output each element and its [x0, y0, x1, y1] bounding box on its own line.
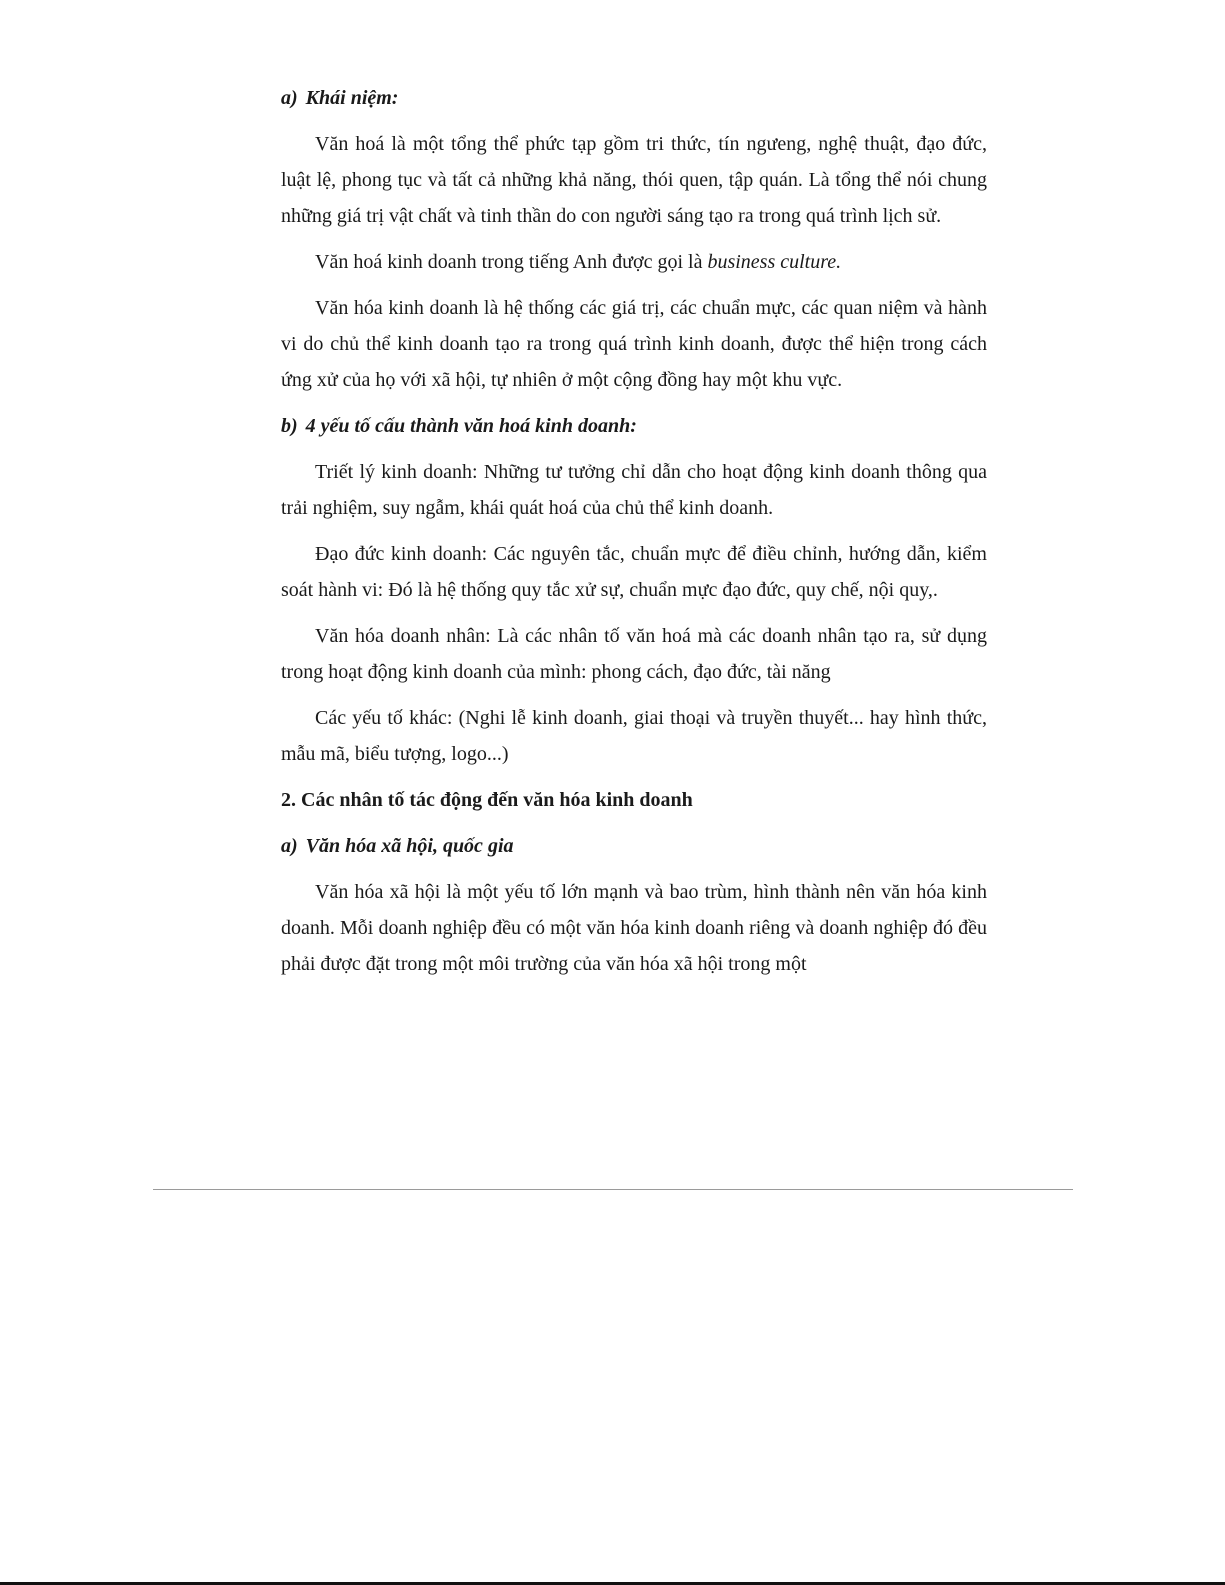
heading-title: 4 yếu tố cấu thành văn hoá kinh doanh:	[305, 415, 637, 437]
paragraph-dao-duc-kinh-doanh: Đạo đức kinh doanh: Các nguyên tắc, chuẩn mực để điều chỉnh, hướng dẫn, kiểm soát hành vi: Đó là hệ thống quy tắc xử sự, chuẩn mực đạo đức, quy chế, nội quy,.	[281, 543, 987, 601]
paragraph-triet-ly-kinh-doanh: Triết lý kinh doanh: Những tư tưởng chỉ dẫn cho hoạt động kinh doanh thông qua trải nghiệm, suy ngẫm, khái quát hoá của chủ thể kinh doanh.	[281, 461, 987, 519]
section-heading-2: 2. Các nhân tố tác động đến văn hóa kinh doanh	[281, 789, 693, 811]
heading-4-yeu-to	[281, 408, 987, 444]
paragraph-van-hoa-kinh-doanh-definition: Văn hóa kinh doanh là hệ thống các giá trị, các chuẩn mực, các quan niệm và hành vi do chủ thể kinh doanh tạo ra trong quá trình kinh doanh, được thể hiện trong cách ứng xử của họ với xã hội, tự nhiên ở một cộng đồng hay một khu vực.	[281, 297, 987, 391]
heading-number: a)	[281, 835, 298, 857]
english-term: business culture.	[707, 251, 842, 273]
paragraph-van-hoa-definition: Văn hoá là một tổng thể phức tạp gồm tri thức, tín ngưeng, nghệ thuật, đạo đức, luật lệ, phong tục và tất cả những khả năng, thói quen, tập quán. Là tổng thể nói chung những giá trị vật chất và tinh thần do con người sáng tạo ra trong quá trình lịch sử.	[281, 133, 987, 227]
paragraph-cac-yeu-to-khac: Các yếu tố khác: (Nghi lễ kinh doanh, giai thoại và truyền thuyết... hay hình thức, mẫu mã, biểu tượng, logo...)	[281, 707, 987, 765]
page-divider	[153, 1189, 1073, 1190]
heading-van-hoa-xa-hoi	[281, 828, 987, 864]
heading-title: Khái niệm:	[305, 87, 399, 109]
heading-title: Văn hóa xã hội, quốc gia	[305, 835, 514, 857]
paragraph-text: Văn hoá kinh doanh trong tiếng Anh được gọi là	[315, 251, 708, 273]
paragraph-van-hoa-doanh-nhan: Văn hóa doanh nhân: Là các nhân tố văn hoá mà các doanh nhân tạo ra, sử dụng trong hoạt động kinh doanh của mình: phong cách, đạo đức, tài năng	[281, 625, 987, 683]
heading-khai-niem	[281, 80, 987, 116]
heading-number: b)	[281, 415, 298, 437]
heading-number: a)	[281, 87, 298, 109]
document-body	[281, 80, 987, 992]
paragraph-business-culture	[281, 244, 987, 280]
paragraph-van-hoa-xa-hoi: Văn hóa xã hội là một yếu tố lớn mạnh và bao trùm, hình thành nên văn hóa kinh doanh. Mỗi doanh nghiệp đều có một văn hóa kinh doanh riêng và doanh nghiệp đó đều phải được đặt trong một môi trường của văn hóa xã hội trong một	[281, 881, 987, 975]
